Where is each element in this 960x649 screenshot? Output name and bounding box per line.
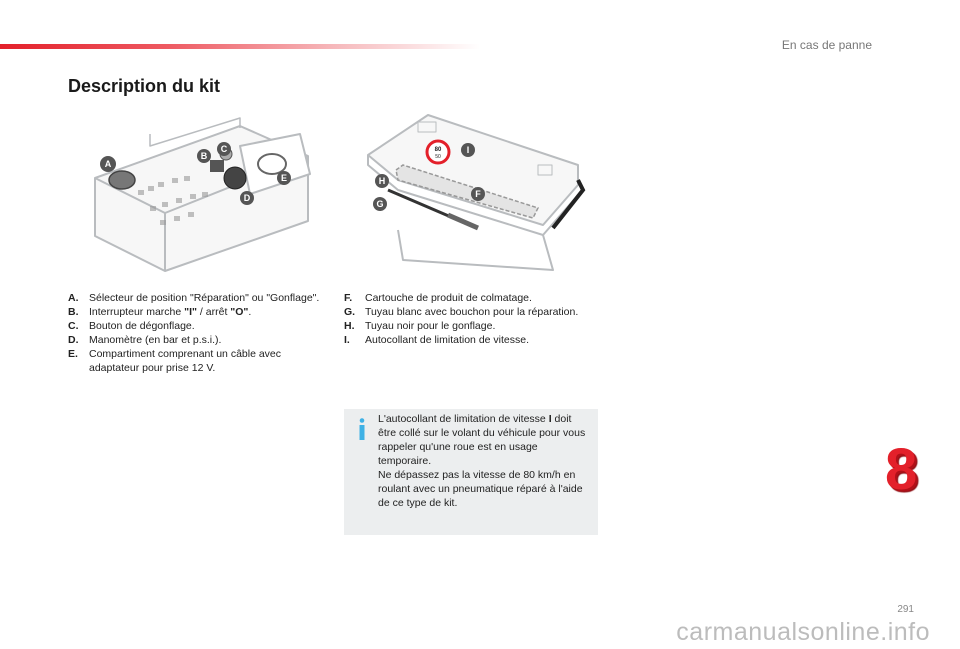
- info-box: [344, 409, 598, 535]
- item-text: Bouton de dégonflage.: [89, 320, 195, 332]
- watermark: carmanualsonline.info: [676, 618, 930, 646]
- label-e: E: [280, 173, 288, 183]
- list-item: [68, 333, 328, 347]
- item-text: Sélecteur de position "Réparation" ou "Gonflage".: [89, 292, 320, 304]
- label-c: C: [220, 144, 228, 154]
- list-item: [68, 347, 328, 375]
- item-letter: D.: [68, 334, 79, 346]
- label-d: D: [243, 193, 251, 203]
- label-g: G: [376, 199, 384, 209]
- compressor-back-illustration: [358, 110, 588, 275]
- sticker-bottom-value: 50: [435, 154, 441, 160]
- info-text-line1: L'autocollant de limitation de vitesse: [378, 413, 549, 425]
- item-letter: G.: [344, 306, 356, 318]
- item-letter: B.: [68, 306, 79, 318]
- info-text: [378, 412, 592, 510]
- item-text: Tuyau noir pour le gonflage.: [365, 320, 496, 332]
- info-text-bold: I: [548, 413, 552, 425]
- list-item: [344, 319, 584, 333]
- info-icon: [357, 418, 367, 440]
- compressor-illustration: [90, 116, 315, 276]
- list-item: [68, 291, 328, 305]
- list-item: [344, 305, 584, 319]
- component-list-left: [68, 291, 328, 375]
- section-title: En cas de panne: [781, 38, 872, 52]
- page-heading: Description du kit: [68, 76, 221, 96]
- list-item: [68, 319, 328, 333]
- item-text: Autocollant de limitation de vitesse.: [365, 334, 530, 346]
- label-b: B: [200, 151, 208, 161]
- item-text-bold: "O": [230, 306, 249, 318]
- label-i: I: [466, 145, 470, 155]
- item-text: Manomètre (en bar et p.s.i.).: [89, 334, 222, 346]
- item-text: Tuyau blanc avec bouchon pour la réparation.: [365, 306, 579, 318]
- label-a: A: [104, 159, 112, 169]
- sticker-top-value: 80: [434, 147, 442, 153]
- label-f: F: [475, 189, 481, 199]
- item-letter: H.: [344, 320, 355, 332]
- list-item: [68, 305, 328, 319]
- item-text-bold: "I": [184, 306, 198, 318]
- page-number: 291: [897, 604, 914, 615]
- label-h: H: [378, 176, 386, 186]
- component-list-right: [344, 291, 584, 347]
- item-text: Interrupteur marche: [89, 306, 185, 318]
- header-accent-bar: [0, 44, 480, 49]
- chapter-number: 8: [885, 437, 918, 502]
- item-text: Cartouche de produit de colmatage.: [365, 292, 532, 304]
- item-text: .: [248, 306, 252, 318]
- item-letter: A.: [68, 292, 79, 304]
- info-text-line2: Ne dépassez pas la vitesse de 80 km/h en roulant avec un pneumatique réparé à l'aide de ce type de kit.: [378, 469, 583, 509]
- info-text-line1-end: doit être collé sur le volant du véhicule pour vous rappeler qu'une roue est en usage temporaire.: [378, 413, 586, 467]
- item-letter: E.: [68, 348, 78, 360]
- item-text: / arrêt: [197, 306, 231, 318]
- item-letter: I.: [344, 334, 350, 346]
- list-item: [344, 291, 584, 305]
- item-letter: C.: [68, 320, 79, 332]
- item-letter: F.: [344, 292, 353, 304]
- item-text: Compartiment comprenant un câble avec adaptateur pour prise 12 V.: [89, 348, 282, 374]
- list-item: [344, 333, 584, 347]
